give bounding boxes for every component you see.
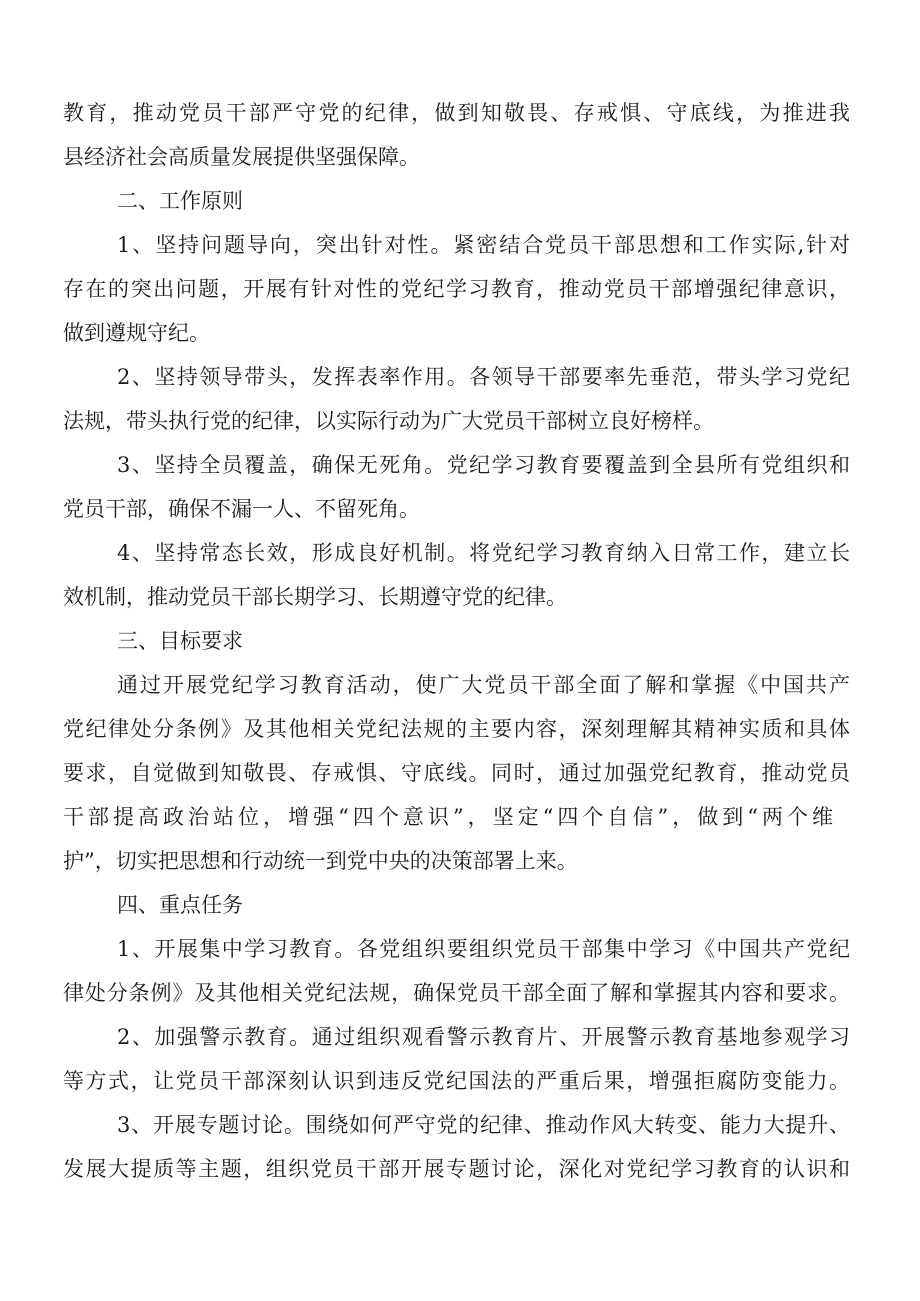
paragraph-line: 护”，切实把思想和行动统一到党中央的决策部署上来。 xyxy=(63,849,578,873)
paragraph-line: 1、开展集中学习教育。各党组织要组织党员干部集中学习《中国共产党纪 xyxy=(117,937,850,961)
paragraph-line: 4、坚持常态长效，形成良好机制。将党纪学习教育纳入日常工作，建立长 xyxy=(117,541,850,565)
paragraph-line: 教育，推动党员干部严守党的纪律，做到知敬畏、存戒惧、守底线，为推进我 xyxy=(63,101,850,125)
paragraph-line: 2、坚持领导带头，发挥表率作用。各领导干部要率先垂范，带头学习党纪 xyxy=(117,365,850,389)
paragraph-line: 党纪律处分条例》及其他相关党纪法规的主要内容，深刻理解其精神实质和具体 xyxy=(63,717,850,741)
paragraph-line: 1、坚持问题导向，突出针对性。紧密结合党员干部思想和工作实际,针对 xyxy=(117,233,850,257)
paragraph-line: 做到遵规守纪。 xyxy=(63,321,210,345)
paragraph-line: 2、加强警示教育。通过组织观看警示教育片、开展警示教育基地参观学习 xyxy=(117,1025,850,1049)
paragraph-line: 党员干部，确保不漏一人、不留死角。 xyxy=(63,497,420,521)
paragraph-line: 干部提高政治站位，增强“四个意识”，坚定“四个自信”，做到“两个维 xyxy=(63,805,833,829)
paragraph-line: 通过开展党纪学习教育活动，使广大党员干部全面了解和掌握《中国共产 xyxy=(117,673,850,697)
paragraph-line: 发展大提质等主题，组织党员干部开展专题讨论，深化对党纪学习教育的认识和 xyxy=(63,1157,850,1181)
section-heading: 四、重点任务 xyxy=(117,893,243,917)
paragraph-line: 3、开展专题讨论。围绕如何严守党的纪律、推动作风大转变、能力大提升、 xyxy=(117,1113,850,1137)
paragraph-line: 存在的突出问题，开展有针对性的党纪学习教育，推动党员干部增强纪律意识， xyxy=(63,277,850,301)
paragraph-line: 效机制，推动党员干部长期学习、长期遵守党的纪律。 xyxy=(63,585,567,609)
paragraph-line: 律处分条例》及其他相关党纪法规，确保党员干部全面了解和掌握其内容和要求。 xyxy=(63,981,850,1005)
section-heading: 二、工作原则 xyxy=(117,189,243,213)
paragraph-line: 等方式，让党员干部深刻认识到违反党纪国法的严重后果，增强拒腐防变能力。 xyxy=(63,1069,850,1093)
section-heading: 三、目标要求 xyxy=(117,629,243,653)
paragraph-line: 法规，带头执行党的纪律，以实际行动为广大党员干部树立良好榜样。 xyxy=(63,409,714,433)
paragraph-line: 县经济社会高质量发展提供坚强保障。 xyxy=(63,145,420,169)
paragraph-line: 3、坚持全员覆盖，确保无死角。党纪学习教育要覆盖到全县所有党组织和 xyxy=(117,453,850,477)
paragraph-line: 要求，自觉做到知敬畏、存戒惧、守底线。同时，通过加强党纪教育，推动党员 xyxy=(63,761,850,785)
